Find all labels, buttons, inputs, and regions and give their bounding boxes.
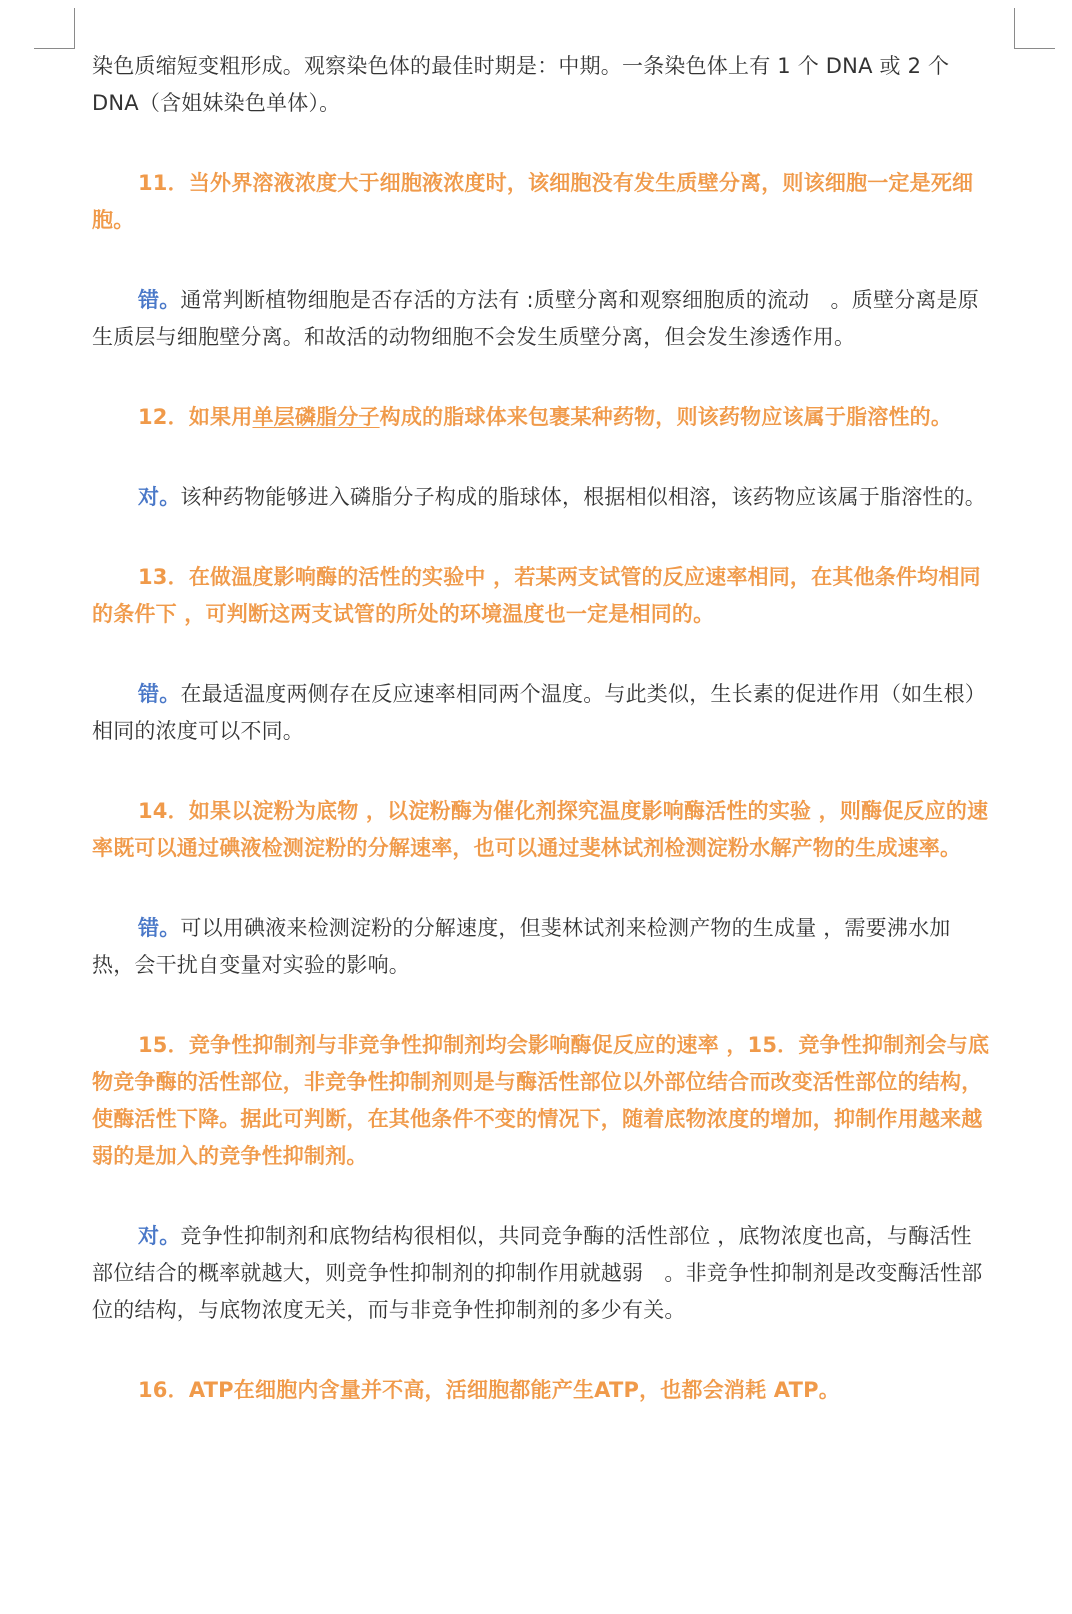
question-12-underlined-term: 单层磷脂分子 <box>252 405 380 429</box>
document-page <box>92 48 992 1452</box>
page-corner-mark-right <box>1014 8 1055 49</box>
answer-15-text: 竞争性抑制剂和底物结构很相似，共同竞争酶的活性部位 ，底物浓度也高，与酶活性部位结合的概率就越大，则竞争性抑制剂的抑制作用就越弱 。非竞争性抑制剂是改变酶活性部位的结构，与底物浓度无关，而与非竞争性抑制剂的多少有关。 <box>92 1224 983 1322</box>
question-12-suffix: 构成的脂球体来包裹某种药物，则该药物应该属于脂溶性的。 <box>379 405 953 429</box>
answer-11 <box>92 282 992 356</box>
verdict-12: 对。 <box>138 485 181 509</box>
answer-14-text: 可以用碘液来检测淀粉的分解速度，但斐林试剂来检测产物的生成量 ，需要沸水加热，会干扰自变量对实验的影响。 <box>92 916 951 977</box>
question-16: 16．ATP在细胞内含量并不高，活细胞都能产生ATP，也都会消耗 ATP。 <box>138 1378 840 1402</box>
verdict-13: 错。 <box>138 682 181 706</box>
answer-13-text: 在最适温度两侧存在反应速率相同两个温度。与此类似，生长素的促进作用（如生根）相同的浓度可以不同。 <box>92 682 987 743</box>
answer-12 <box>92 479 992 516</box>
verdict-14: 错。 <box>138 916 181 940</box>
question-15 <box>92 1027 992 1175</box>
question-15-text: 15．竞争性抑制剂与非竞争性抑制剂均会影响酶促反应的速率 ，15．竞争性抑制剂会与底物竞争酶的活性部位，非竞争性抑制剂则是与酶活性部位以外部位结合而改变活性部位的结构，使酶活性下降。据此可判断，在其他条件不变的情况下，随着底物浓度的增加，抑制作用越来越弱的是加入的竞争性抑制剂。 <box>92 1033 990 1168</box>
question-13-text: 13．在做温度影响酶的活性的实验中 ，若某两支试管的反应速率相同，在其他条件均相同的条件下 ，可判断这两支试管的所处的环境温度也一定是相同的。 <box>92 565 981 626</box>
question-11-text: 11．当外界溶液浓度大于细胞液浓度时，该细胞没有发生质壁分离，则该细胞一定是死细胞。 <box>92 171 974 232</box>
question-12-prefix: 12．如果用 <box>138 405 253 429</box>
verdict-11: 错。 <box>138 288 181 312</box>
answer-13 <box>92 676 992 750</box>
answer-14 <box>92 910 992 984</box>
question-11 <box>92 165 992 239</box>
intro-paragraph: 染色质缩短变粗形成。观察染色体的最佳时期是：中期。一条染色体上有 1 个 DNA 或 2 个 DNA（含姐妹染色单体）。 <box>92 54 950 115</box>
answer-12-text: 该种药物能够进入磷脂分子构成的脂球体，根据相似相溶，该药物应该属于脂溶性的。 <box>180 485 987 509</box>
question-13 <box>92 559 992 633</box>
page-corner-mark-left <box>34 8 75 49</box>
verdict-15: 对。 <box>138 1224 181 1248</box>
question-14 <box>92 793 992 867</box>
question-14-text: 14．如果以淀粉为底物 ，以淀粉酶为催化剂探究温度影响酶活性的实验 ，则酶促反应的速率既可以通过碘液检测淀粉的分解速率，也可以通过斐林试剂检测淀粉水解产物的生成速率。 <box>92 799 989 860</box>
question-12 <box>92 399 992 436</box>
answer-15 <box>92 1218 992 1329</box>
answer-11-text: 通常判断植物细胞是否存活的方法有 :质壁分离和观察细胞质的流动 。质壁分离是原生质层与细胞壁分离。和故活的动物细胞不会发生质壁分离，但会发生渗透作用。 <box>92 288 979 349</box>
